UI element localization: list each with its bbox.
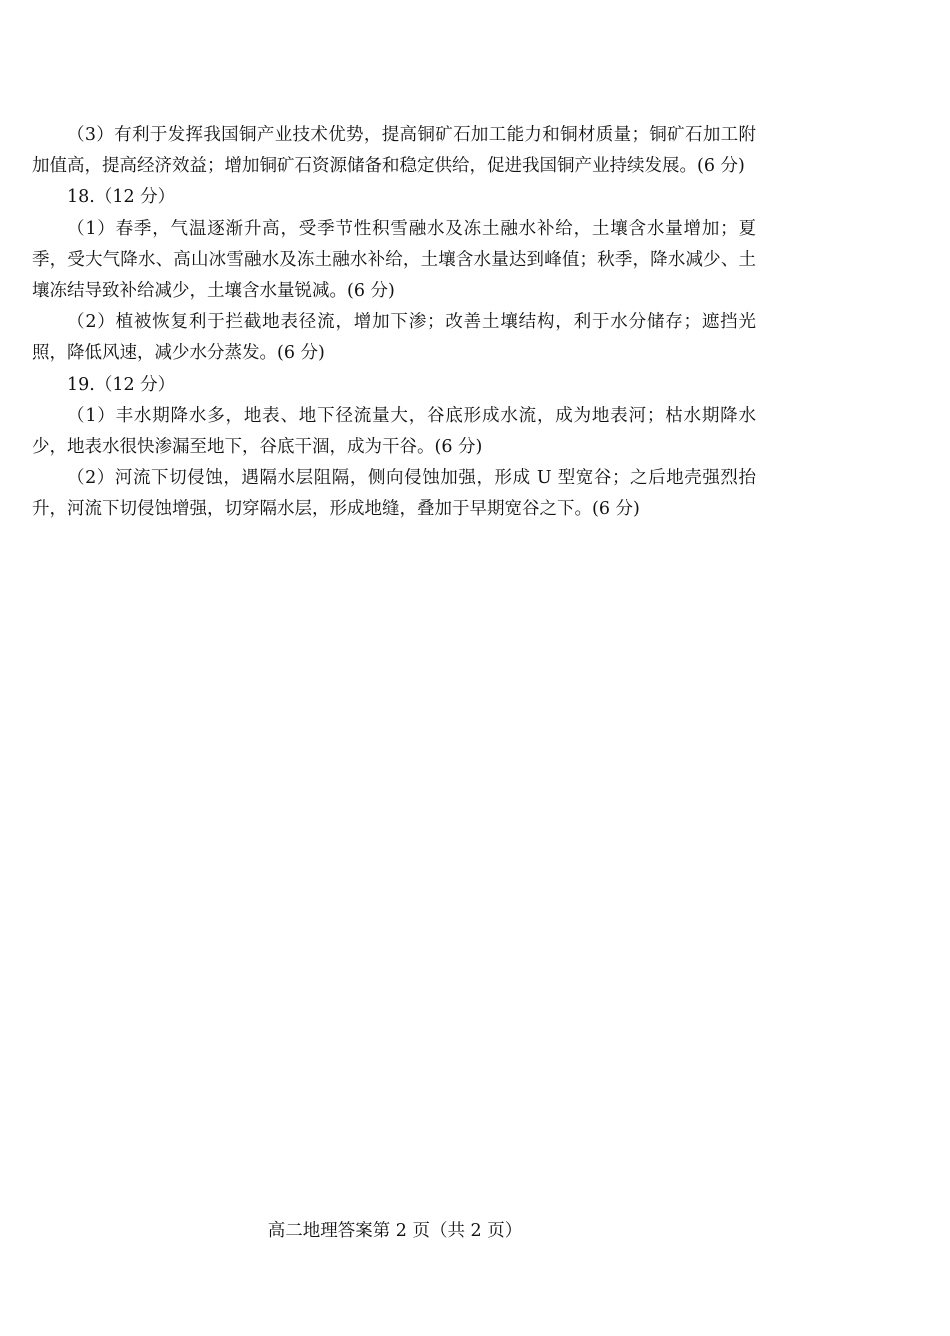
page-footer: 高二地理答案第 2 页（共 2 页） <box>267 1221 523 1241</box>
question-18-heading: 18.（12 分） <box>67 187 176 208</box>
answer-17-3: （3）有利于发挥我国铜产业技术优势，提高铜矿石加工能力和铜材质量；铜矿石加工附加值高，提高经济效益；增加铜矿石资源储备和稳定供给，促进我国铜产业持续发展。(6 分) <box>32 125 756 177</box>
answer-19-2: （2）河流下切侵蚀，遇隔水层阻隔，侧向侵蚀加强，形成 U 型宽谷；之后地壳强烈抬升，河流下切侵蚀增强，切穿隔水层，形成地缝，叠加于早期宽谷之下。(6 分) <box>32 468 756 520</box>
answer-18-1: （1）春季，气温逐渐升高，受季节性积雪融水及冻土融水补给，土壤含水量增加；夏季，受大气降水、高山冰雪融水及冻土融水补给，土壤含水量达到峰值；秋季，降水减少、土壤冻结导致补给减少，土壤含水量锐减。(6 分) <box>32 218 756 302</box>
answer-content <box>32 120 756 526</box>
answer-19-1: （1）丰水期降水多，地表、地下径流量大，谷底形成水流，成为地表河；枯水期降水少，地表水很快渗漏至地下，谷底干涸，成为干谷。(6 分) <box>32 405 756 458</box>
question-19-heading: 19.（12 分） <box>67 374 176 395</box>
answer-18-2: （2）植被恢复利于拦截地表径流，增加下渗；改善土壤结构，利于水分储存；遮挡光照，降低风速，减少水分蒸发。(6 分) <box>32 312 756 364</box>
